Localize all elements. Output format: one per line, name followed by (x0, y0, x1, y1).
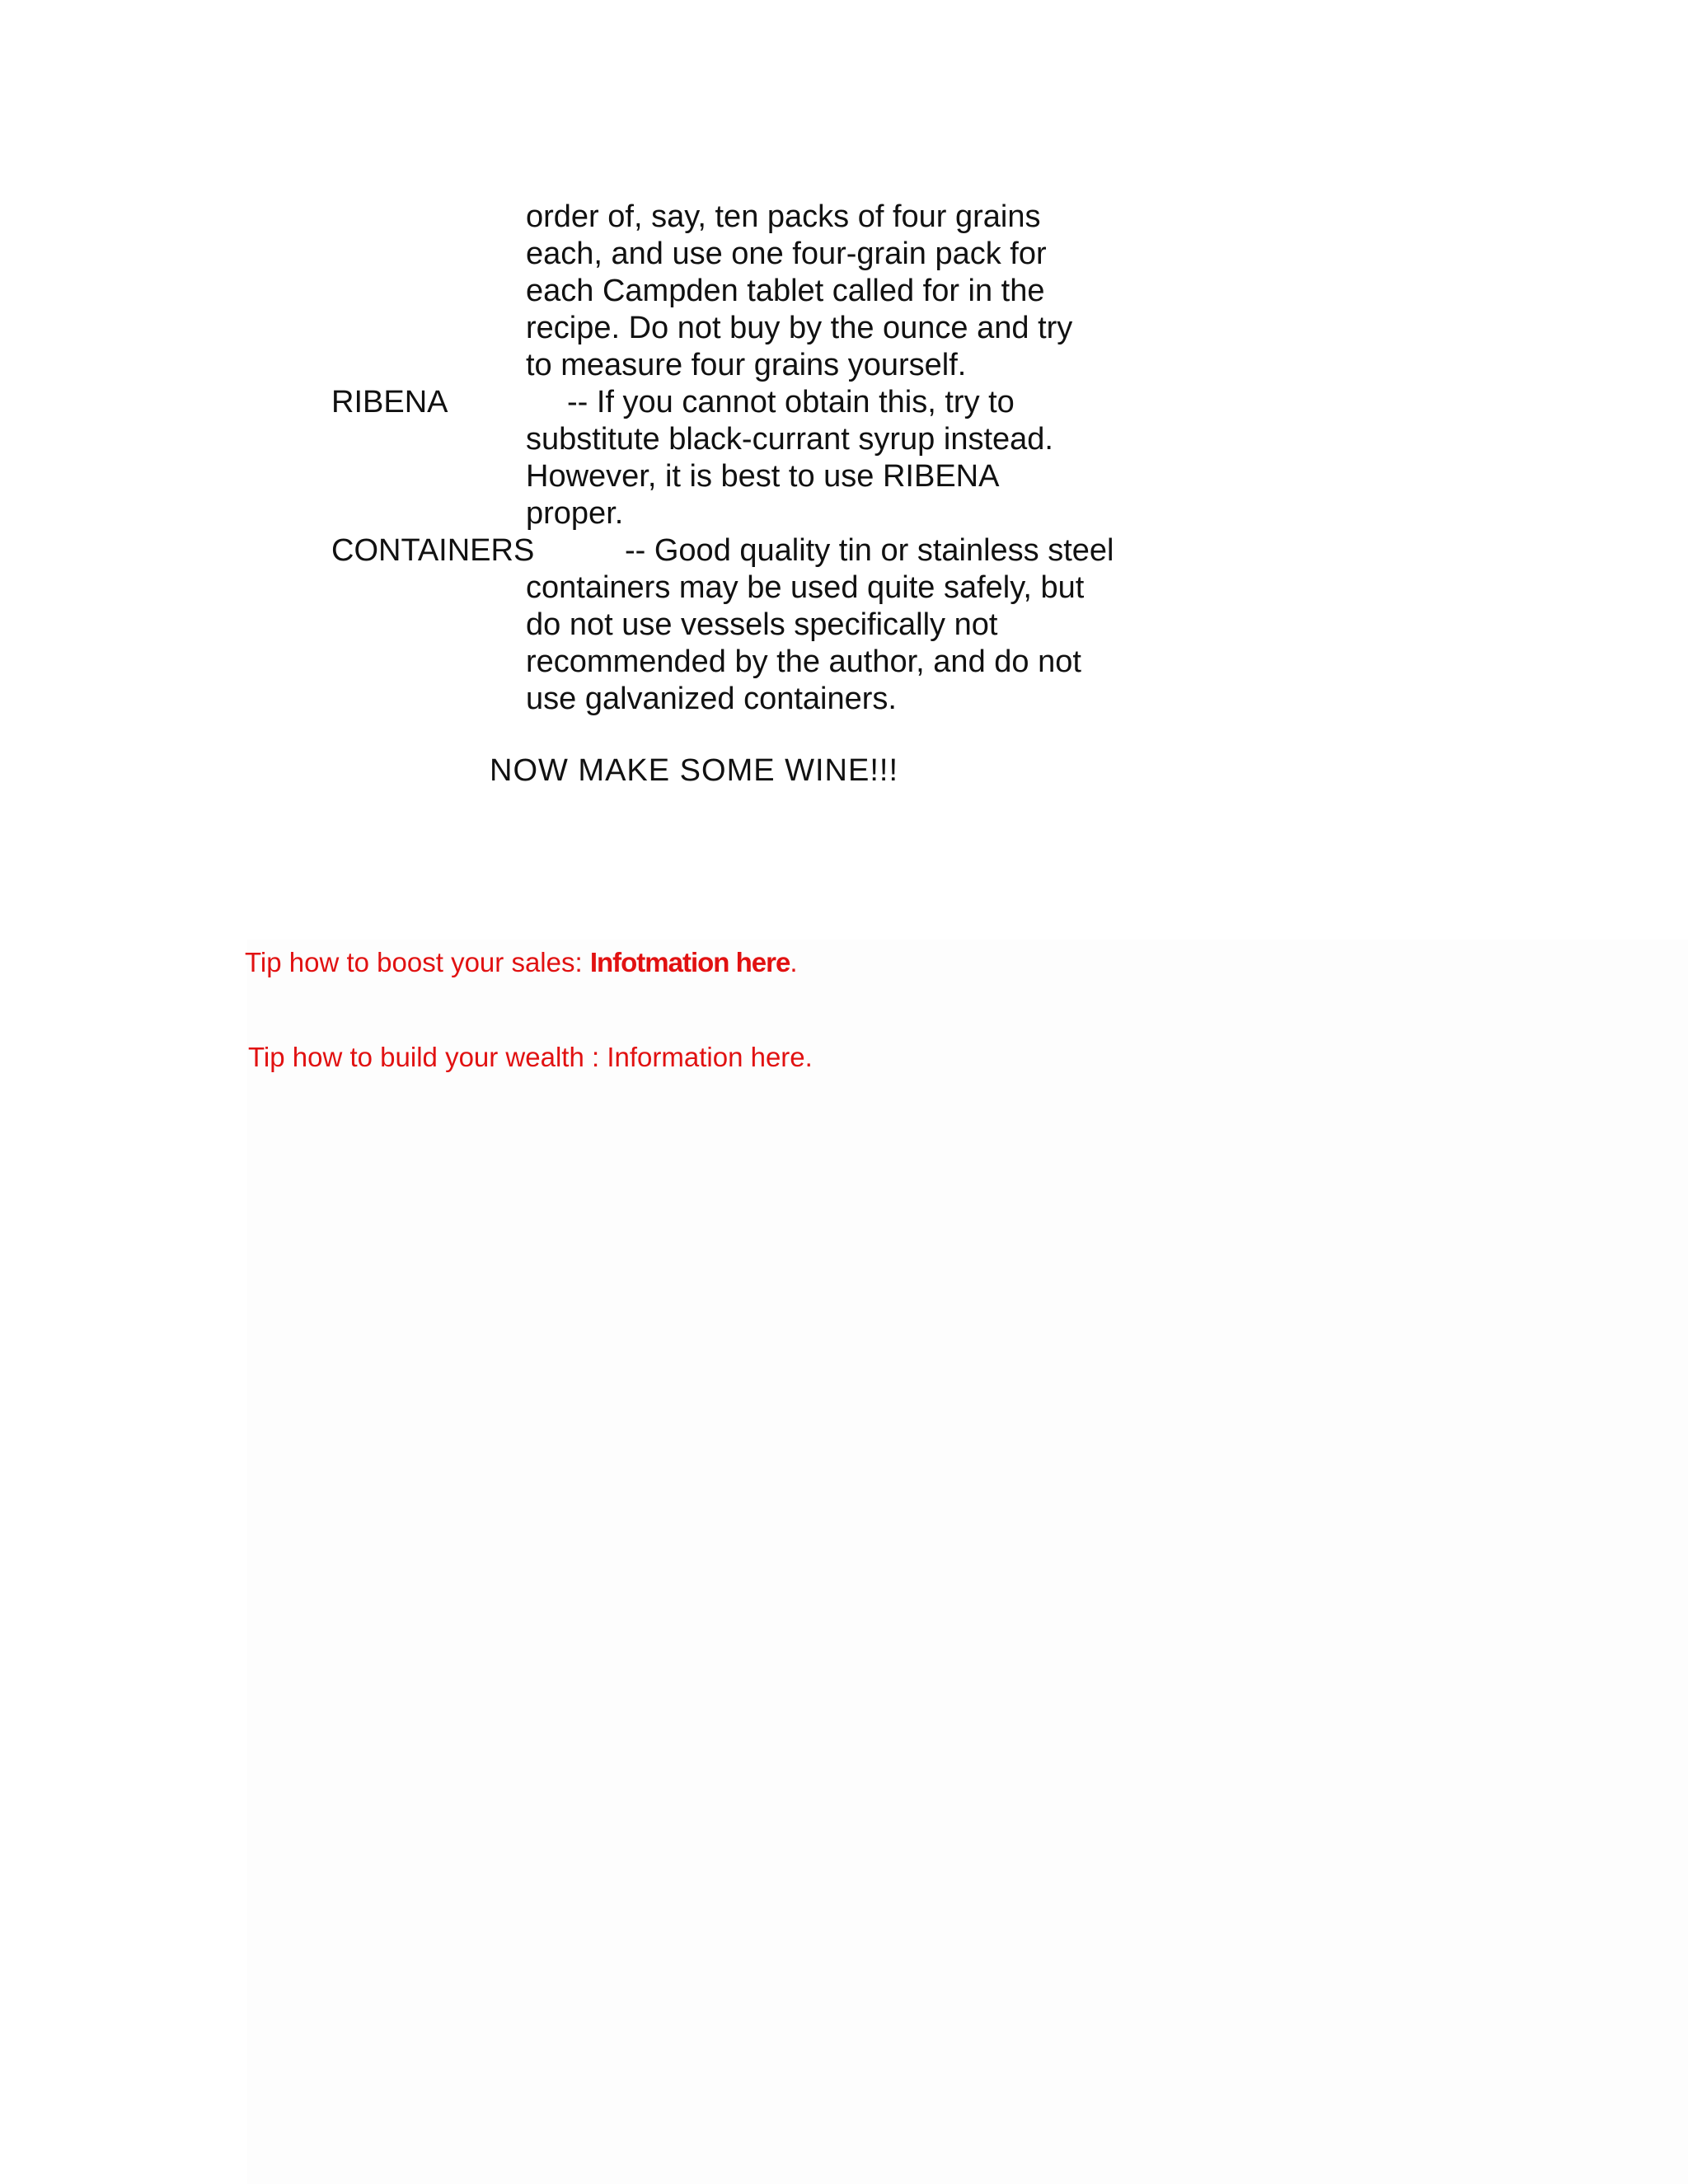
containers-line-5: use galvanized containers. (526, 682, 897, 716)
tip-sales-prefix: Tip how to boost your sales: (245, 947, 590, 977)
closing-line: NOW MAKE SOME WINE!!! (490, 753, 899, 788)
ribena-line-3: However, it is best to use RIBENA (526, 459, 1000, 494)
tip-sales (245, 946, 798, 979)
tip-wealth (248, 1041, 813, 1074)
tip-wealth-suffix: . (804, 1042, 813, 1072)
ribena-line-2: substitute black-currant syrup instead. (526, 422, 1053, 457)
tip-wealth-prefix: Tip how to build your wealth : (248, 1042, 607, 1072)
containers-term: CONTAINERS (331, 533, 535, 568)
ribena-first-line: -- If you cannot obtain this, try to (567, 385, 1015, 419)
ad-area-background (247, 940, 1688, 2184)
ribena-term: RIBENA (331, 385, 448, 419)
containers-line-3: do not use vessels specifically not (526, 607, 998, 642)
tip-wealth-link[interactable]: Information here (607, 1042, 805, 1072)
tip-sales-suffix: . (790, 947, 798, 977)
intro-line-1: order of, say, ten packs of four grains (526, 199, 1041, 234)
intro-line-4: recipe. Do not buy by the ounce and try (526, 311, 1073, 345)
tip-sales-link[interactable]: Infotmation here (589, 947, 790, 977)
ribena-line-4: proper. (526, 496, 624, 531)
containers-first-line: -- Good quality tin or stainless steel (625, 533, 1114, 568)
containers-line-2: containers may be used quite safely, but (526, 570, 1085, 605)
intro-line-3: each Campden tablet called for in the (526, 274, 1045, 308)
intro-line-5: to measure four grains yourself. (526, 348, 967, 382)
containers-line-4: recommended by the author, and do not (526, 644, 1081, 679)
intro-line-2: each, and use one four-grain pack for (526, 237, 1047, 271)
